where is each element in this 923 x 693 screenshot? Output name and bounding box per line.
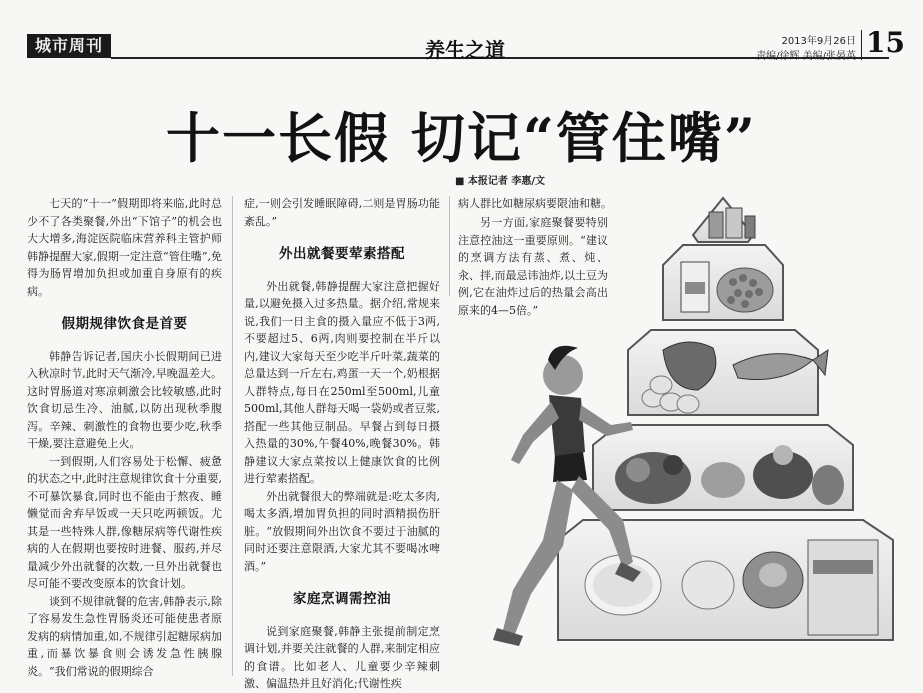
article-column-3-continued: [458, 214, 608, 319]
paragraph: 韩静告诉记者,国庆小长假期间已进入秋凉时节,此时天气渐冷,早晚温差大。这时胃肠道对寒凉刺激会比较敏感,此时饮食切忌生冷、油腻,以防出现秋季腹泻。辛辣、刺激性的食物也要少吃,秋季干燥,要注意避免上火。: [27, 349, 222, 450]
paragraph: 症,一则会引发睡眠障碍,二则是胃肠功能紊乱。”: [244, 197, 440, 228]
column-divider: [449, 196, 450, 296]
article-column-3: [458, 195, 640, 213]
paragraph: 谈到不规律就餐的危害,韩静表示,除了容易发生急性胃肠炎还可能使患者原发病的病情加重,如,不规律引起糖尿病加重,而暴饮暴食则会诱发急性胰腺炎。“我们常说的假期综合: [27, 594, 222, 678]
publication-date: 2013年9月26日: [781, 36, 856, 47]
page-number-divider: [861, 30, 862, 60]
paragraph: 另一方面,家庭聚餐要特别注意控油这一重要原则。“建议的烹调方法有蒸、煮、炖、汆、拌,而最忌讳油炸,以土豆为例,它在油炸过后的热量会高出原来的4—5倍。”: [458, 216, 608, 317]
section-logo: 城市周刊: [27, 34, 111, 58]
paragraph: 说到家庭聚餐,韩静主张提前制定烹调计划,并要关注就餐的人群,来制定相应的食谱。比如老人、儿童要少辛辣刺激、偏温热并且好消化;代谢性疾: [244, 624, 440, 690]
paragraph: 七天的“十一”假期即将来临,此时总少不了各类聚餐,外出“下馆子”的机会也大大增多,海淀医院临床营养科主管护师韩静提醒大家,假期一定注意“管住嘴”,免得为肠胃增加负担或加重自身原有的疾病。: [27, 197, 222, 298]
subheading-control-oil: 家庭烹调需控油: [293, 591, 391, 607]
paragraph: 外出就餐很大的弊端就是:吃太多肉,喝太多酒,增加胃负担的同时酒精损伤肝脏。“放假期间外出饮食不要过于油腻的同时还要注意限酒,大家尤其不要喝冰啤酒。”: [244, 489, 440, 573]
column-divider: [232, 196, 233, 676]
section-title: 养生之道: [425, 38, 505, 62]
subheading-regular-diet: 假期规律饮食是首要: [61, 316, 188, 332]
oil-bottles: [709, 208, 755, 238]
editor-credits: 责编/徐辉 美编/张晏英: [756, 51, 856, 62]
article-byline: ■ 本报记者 李惠/文: [454, 176, 546, 187]
paragraph: 病人群比如糖尿病要限油和糖。: [458, 197, 612, 210]
paragraph: 外出就餐,韩静提醒大家注意把握好量,以避免摄入过多热量。据介绍,常规来说,我们一日主食的摄入量应不低于3两,不要超过5、6两,肉则要控制在半斤以内,建议大家每天至少吃半斤叶菜,蔬菜的总量达到一斤左右,鸡蛋一天一个,奶根据人群特点,每日在250ml至500ml,儿童500ml,其他人群每天喝一袋奶或者豆浆,搭配一些其他豆制品。早餐占到每日摄入热量的30%,午餐40%,晚餐30%。韩静建议大家点菜按以上健康饮食的比例进行荤素搭配。: [244, 279, 440, 485]
article-column-1: [27, 195, 222, 680]
paragraph: 一到假期,人们容易处于松懈、疲惫的状态之中,此时注意规律饮食十分重要,不可暴饮暴食,同时也不能由于熬夜、睡懒觉而舍弃早饭或一天只吃两顿饭。尤其是一些特殊人群,像糖尿病等代谢性疾病的人在假期也要按时进餐、服药,并尽量减少外出就餐的次数,一旦外出就餐也尽可能不要改变原本的饮食计划。: [27, 454, 222, 590]
page-number: 15: [866, 26, 905, 59]
subheading-balanced-dining: 外出就餐要荤素搭配: [279, 246, 405, 262]
article-column-2: [244, 195, 440, 693]
article-headline: 十一长假 切记“管住嘴”: [166, 106, 757, 170]
